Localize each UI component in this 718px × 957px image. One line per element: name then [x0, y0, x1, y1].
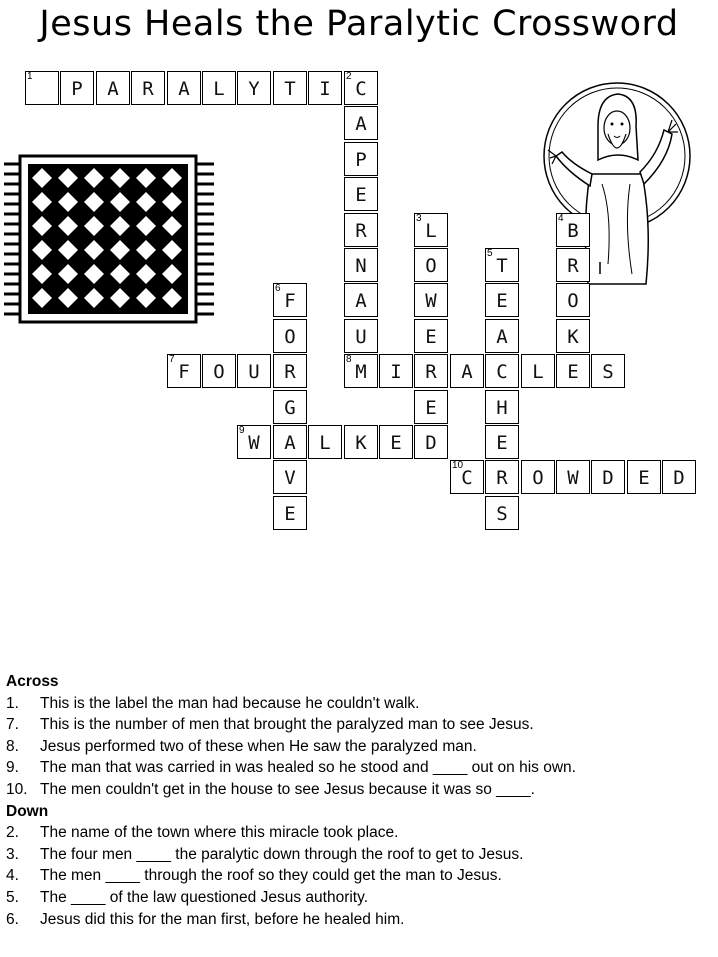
grid-cell[interactable] [131, 71, 165, 105]
grid-cell[interactable] [485, 319, 519, 353]
clue-number: 2 [346, 71, 352, 82]
grid-cell[interactable] [450, 460, 484, 494]
grid-cell[interactable] [591, 354, 625, 388]
cell-letter: D [602, 467, 614, 489]
cell-letter: E [567, 361, 579, 383]
cell-letter: A [178, 78, 190, 100]
cell-letter: L [213, 78, 225, 100]
grid-cell[interactable] [556, 354, 590, 388]
clue-number: 3 [416, 213, 422, 224]
cell-letter: D [425, 432, 437, 454]
grid-cell[interactable] [485, 425, 519, 459]
clue-number: 8 [346, 354, 352, 365]
down-clue-5: 5. The ____ of the law questioned Jesus authority. [6, 888, 369, 906]
grid-cell[interactable] [485, 460, 519, 494]
grid-cell[interactable] [344, 319, 378, 353]
clue-number: 7 [169, 354, 175, 365]
cell-letter: I [319, 78, 331, 100]
clue-number: 10 [452, 460, 464, 471]
grid-cell[interactable] [308, 71, 342, 105]
grid-cell[interactable] [414, 248, 448, 282]
grid-cell[interactable] [379, 354, 413, 388]
grid-cell[interactable] [556, 460, 590, 494]
grid-cell[interactable] [60, 71, 94, 105]
cell-letter: H [496, 397, 508, 419]
cell-letter: U [248, 361, 260, 383]
clue-number: 4 [558, 213, 564, 224]
grid-cell[interactable] [273, 71, 307, 105]
clue-number: 6 [275, 283, 281, 294]
cell-letter: E [425, 397, 437, 419]
across-clue-7: 7. This is the number of men that brought the paralyzed man to see Jesus. [6, 716, 534, 734]
down-clue-6: 6. Jesus did this for the man first, before he healed him. [6, 910, 405, 928]
cell-letter: V [284, 467, 296, 489]
grid-cell[interactable] [273, 390, 307, 424]
grid-cell[interactable] [273, 496, 307, 530]
grid-cell[interactable] [202, 71, 236, 105]
grid-cell[interactable] [556, 213, 590, 247]
grid-cell[interactable] [344, 248, 378, 282]
grid-cell[interactable] [344, 71, 378, 105]
grid-cell[interactable] [414, 319, 448, 353]
cell-letter: A [496, 326, 508, 348]
grid-cell[interactable] [273, 319, 307, 353]
grid-cell[interactable] [414, 425, 448, 459]
grid-cell[interactable] [556, 283, 590, 317]
cell-letter: B [567, 220, 579, 242]
grid-cell[interactable] [202, 354, 236, 388]
grid-cell[interactable] [344, 425, 378, 459]
cell-letter: O [213, 361, 225, 383]
across-clue-9: 9. The man that was carried in was healed so he stood and ____ out on his own. [6, 759, 576, 777]
cell-letter: S [496, 503, 508, 525]
grid-cell[interactable] [379, 425, 413, 459]
cell-letter: G [284, 397, 296, 419]
grid-cell[interactable] [25, 71, 59, 105]
across-clue-1: 1. This is the label the man had because he couldn't walk. [6, 694, 420, 712]
grid-cell[interactable] [662, 460, 696, 494]
cell-letter: A [284, 432, 296, 454]
grid-cell[interactable] [627, 460, 661, 494]
down-heading: Down [6, 802, 49, 820]
cell-letter: O [532, 467, 544, 489]
grid-cell[interactable] [273, 425, 307, 459]
clue-number: 1 [27, 71, 33, 82]
grid-cell[interactable] [591, 460, 625, 494]
cell-letter: D [673, 467, 685, 489]
cell-letter: O [284, 326, 296, 348]
down-clue-3: 3. The four men ____ the paralytic down through the roof to get to Jesus. [6, 845, 524, 863]
cell-letter: F [178, 361, 190, 383]
grid-cell[interactable] [237, 354, 271, 388]
grid-cell[interactable] [485, 283, 519, 317]
cell-letter: W [425, 290, 437, 312]
cell-letter: U [355, 326, 367, 348]
page-title: Jesus Heals the Paralytic Crossword [39, 4, 679, 44]
cell-letter: A [107, 78, 119, 100]
cell-letter: P [355, 149, 367, 171]
cell-letter: E [638, 467, 650, 489]
grid-cell[interactable] [96, 71, 130, 105]
down-clue-2: 2. The name of the town where this miracle took place. [6, 824, 399, 842]
grid-cell[interactable] [485, 354, 519, 388]
grid-cell[interactable] [273, 354, 307, 388]
cell-letter: C [461, 467, 473, 489]
grid-cell[interactable] [485, 390, 519, 424]
grid-cell[interactable] [485, 496, 519, 530]
cell-letter: K [567, 326, 579, 348]
cell-letter: T [496, 255, 508, 277]
cell-letter: T [284, 78, 296, 100]
grid-cell[interactable] [414, 283, 448, 317]
cell-letter: E [496, 290, 508, 312]
cell-letter: A [461, 361, 473, 383]
clue-number: 5 [487, 248, 493, 259]
grid-cell[interactable] [344, 354, 378, 388]
cell-letter: E [390, 432, 402, 454]
clue-list [6, 671, 706, 930]
grid-cell[interactable] [344, 177, 378, 211]
cell-letter: F [284, 290, 296, 312]
grid-cell[interactable] [344, 283, 378, 317]
cell-letter: O [567, 290, 579, 312]
cell-letter: I [390, 361, 402, 383]
cell-letter: A [355, 113, 367, 135]
cell-letter: E [284, 503, 296, 525]
grid-cell[interactable] [485, 248, 519, 282]
across-heading: Across [6, 673, 59, 690]
grid-cell[interactable] [556, 319, 590, 353]
cell-letter: S [602, 361, 614, 383]
down-clue-4: 4. The men ____ through the roof so they could get the man to Jesus. [6, 867, 502, 885]
cell-letter: C [496, 361, 508, 383]
grid-cell[interactable] [167, 354, 201, 388]
cell-letter: E [355, 184, 367, 206]
grid-cell[interactable] [414, 354, 448, 388]
cell-letter: E [496, 432, 508, 454]
cell-letter: W [248, 432, 260, 454]
cell-letter: R [355, 220, 367, 242]
cell-letter: R [425, 361, 437, 383]
across-clue-10: 10. The men couldn't get in the house to see Jesus because it was so ____. [6, 780, 535, 798]
cell-letter: K [355, 432, 367, 454]
grid-cell[interactable] [450, 354, 484, 388]
cell-letter: M [355, 361, 367, 383]
cell-letter: R [567, 255, 579, 277]
cell-letter: C [355, 78, 367, 100]
grid-cell[interactable] [237, 425, 271, 459]
cell-letter: R [496, 467, 508, 489]
grid-cell[interactable] [167, 71, 201, 105]
cell-letter: L [319, 432, 331, 454]
cell-letter: L [532, 361, 544, 383]
cell-letter: Y [248, 78, 260, 100]
grid-cell[interactable] [521, 460, 555, 494]
grid-cell[interactable] [273, 460, 307, 494]
cell-letter: O [425, 255, 437, 277]
cell-letter: N [355, 255, 367, 277]
grid-cell[interactable] [414, 390, 448, 424]
across-clue-8: 8. Jesus performed two of these when He saw the paralyzed man. [6, 737, 477, 755]
cell-letter: R [142, 78, 154, 100]
cell-letter: E [425, 326, 437, 348]
grid-cell[interactable] [237, 71, 271, 105]
grid-cell[interactable] [414, 213, 448, 247]
grid-cell[interactable] [344, 142, 378, 176]
grid-cell[interactable] [273, 283, 307, 317]
cell-letter: R [284, 361, 296, 383]
grid-cell[interactable] [308, 425, 342, 459]
grid-cell[interactable] [556, 248, 590, 282]
clue-number: 9 [239, 425, 245, 436]
grid-cell[interactable] [344, 213, 378, 247]
cell-letter: A [355, 290, 367, 312]
grid-cell[interactable] [521, 354, 555, 388]
grid-cell[interactable] [344, 106, 378, 140]
cell-letter: W [567, 467, 579, 489]
cell-letter: L [425, 220, 437, 242]
cell-letter: P [71, 78, 83, 100]
